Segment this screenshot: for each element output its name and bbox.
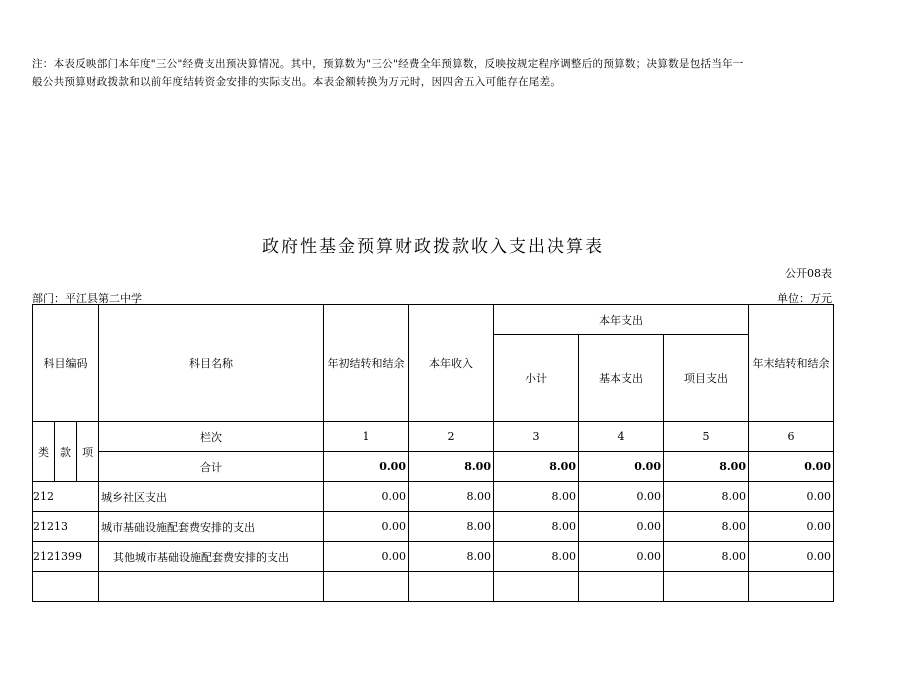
empty-cell <box>324 572 409 602</box>
col-no-2: 2 <box>409 422 494 452</box>
row-code: 2121399 <box>33 542 99 572</box>
row-subtotal: 8.00 <box>494 482 579 512</box>
table-row <box>33 512 834 542</box>
row-code: 21213 <box>33 512 99 542</box>
row-basic: 0.00 <box>579 512 664 542</box>
total-basic: 0.00 <box>579 452 664 482</box>
col-no-1: 1 <box>324 422 409 452</box>
row-opening: 0.00 <box>324 482 409 512</box>
empty-cell <box>99 572 324 602</box>
row-project: 8.00 <box>664 542 749 572</box>
header-income: 本年收入 <box>409 305 494 422</box>
header-expenditure-group: 本年支出 <box>494 305 749 335</box>
row-basic: 0.00 <box>579 482 664 512</box>
department-label: 部门：平江县第二中学 <box>32 292 142 305</box>
row-income: 8.00 <box>409 542 494 572</box>
table-row-empty <box>33 572 834 602</box>
col-no-4: 4 <box>579 422 664 452</box>
total-closing: 0.00 <box>749 452 834 482</box>
header-basic-exp: 基本支出 <box>579 335 664 422</box>
row-project: 8.00 <box>664 482 749 512</box>
header-subject-name: 科目名称 <box>99 305 324 422</box>
page-title: 政府性基金预算财政拨款收入支出决算表 <box>262 237 604 257</box>
header-subject-code: 科目编码 <box>33 305 99 422</box>
row-basic: 0.00 <box>579 542 664 572</box>
row-name: 城乡社区支出 <box>99 482 324 512</box>
unit-label: 单位：万元 <box>777 292 832 305</box>
table-row <box>33 482 834 512</box>
row-closing: 0.00 <box>749 482 834 512</box>
header-xiang: 项 <box>77 422 99 482</box>
empty-cell <box>494 572 579 602</box>
row-subtotal: 8.00 <box>494 542 579 572</box>
note-line-2: 般公共预算财政拨款和以前年度结转资金安排的实际支出。本表金额转换为万元时，因四舍五入可能存在尾差。 <box>32 76 562 88</box>
fund-table <box>32 304 834 602</box>
row-subtotal: 8.00 <box>494 512 579 542</box>
total-subtotal: 8.00 <box>494 452 579 482</box>
total-opening: 0.00 <box>324 452 409 482</box>
total-project: 8.00 <box>664 452 749 482</box>
header-closing-balance: 年末结转和结余 <box>749 305 834 422</box>
header-lei: 类 <box>33 422 55 482</box>
row-opening: 0.00 <box>324 542 409 572</box>
table-row <box>33 542 834 572</box>
header-column-no: 栏次 <box>99 422 324 452</box>
col-no-3: 3 <box>494 422 579 452</box>
empty-cell <box>579 572 664 602</box>
row-name: 城市基础设施配套费安排的支出 <box>99 512 324 542</box>
row-code: 212 <box>33 482 99 512</box>
empty-cell <box>749 572 834 602</box>
header-opening-balance: 年初结转和结余 <box>324 305 409 422</box>
row-name: 其他城市基础设施配套费安排的支出 <box>99 542 324 572</box>
empty-cell <box>664 572 749 602</box>
total-label: 合计 <box>99 452 324 482</box>
total-income: 8.00 <box>409 452 494 482</box>
row-closing: 0.00 <box>749 512 834 542</box>
empty-cell <box>33 572 99 602</box>
empty-cell <box>409 572 494 602</box>
row-closing: 0.00 <box>749 542 834 572</box>
col-no-5: 5 <box>664 422 749 452</box>
col-no-6: 6 <box>749 422 834 452</box>
header-kuan: 款 <box>55 422 77 482</box>
note-line-1: 注：本表反映部门本年度"三公"经费支出预决算情况。其中，预算数为"三公"经费全年预算数，反映按规定程序调整后的预算数；决算数是包括当年一 <box>32 58 744 70</box>
header-project-exp: 项目支出 <box>664 335 749 422</box>
header-subtotal: 小计 <box>494 335 579 422</box>
row-income: 8.00 <box>409 512 494 542</box>
row-income: 8.00 <box>409 482 494 512</box>
row-project: 8.00 <box>664 512 749 542</box>
form-number: 公开08表 <box>785 267 832 280</box>
table-note <box>32 55 832 91</box>
row-opening: 0.00 <box>324 512 409 542</box>
